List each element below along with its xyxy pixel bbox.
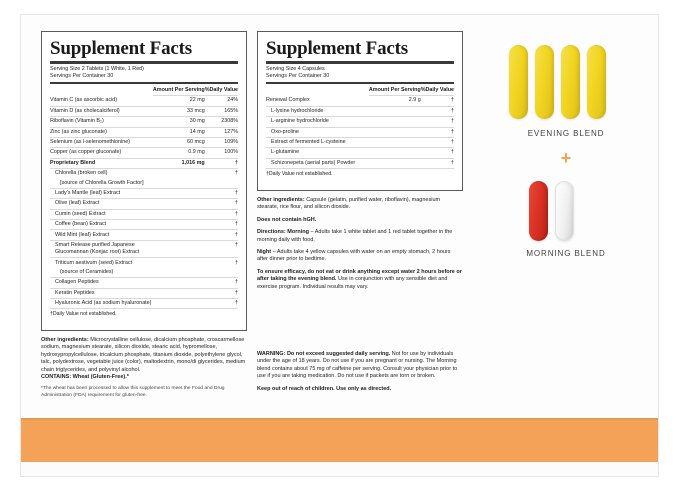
package-foot <box>21 462 658 476</box>
nutrient-name: Zinc (as zinc gluconate) <box>50 127 153 137</box>
servings-per-container: Servings Per Container 30 <box>50 73 114 79</box>
nutrient-dv: 24% <box>205 96 238 106</box>
table-header-row <box>50 86 238 96</box>
warning-paragraph <box>257 351 463 381</box>
table-row <box>50 209 238 219</box>
table-row <box>50 106 238 116</box>
blend-item-dv: † <box>421 158 454 168</box>
table-row <box>50 199 238 209</box>
blend-item-name: Lady's Mantle (leaf) Extract <box>50 188 153 198</box>
table-row <box>50 299 238 309</box>
yellow-capsule-icon <box>587 45 606 119</box>
blend-item-name: Collagen Peptides <box>50 278 153 288</box>
table-row <box>50 240 238 258</box>
night-heading: Night <box>257 249 272 256</box>
blend-item-dv: † <box>205 220 238 230</box>
directions-heading: Directions: Morning <box>257 229 309 236</box>
blend-item-dv: † <box>421 106 454 116</box>
nutrient-name: Selenium (as l-selenomethionine) <box>50 137 153 147</box>
nutrient-amount: 33 mcg <box>153 106 205 116</box>
blend-item-name: Schizonepeta (aerial parts) Powder <box>266 158 369 168</box>
nutrient-name: Vitamin D (as cholecalciferol) <box>50 106 153 116</box>
table-row <box>50 148 238 158</box>
table-row <box>50 188 238 198</box>
blend-item-dv: † <box>235 259 238 266</box>
blend-item-amount <box>153 299 205 309</box>
white-tablet-icon <box>555 181 574 241</box>
divider <box>266 82 454 84</box>
divider <box>50 61 238 64</box>
table-row <box>266 127 454 137</box>
blend-amount: 2.9 g <box>369 96 421 106</box>
blend-amount: 1,016 mg <box>153 158 205 168</box>
table-row <box>50 127 238 137</box>
table-row <box>50 96 238 106</box>
table-row <box>50 220 238 230</box>
blend-item-amount <box>153 240 205 258</box>
header-dv: %Daily Value <box>421 86 454 96</box>
plus-icon: + <box>560 148 572 168</box>
blend-item-source: (source of Ceramides) <box>50 268 153 278</box>
blend-item-name: L-arginine hydrochloride <box>266 117 369 127</box>
blend-item-dv: † <box>421 117 454 127</box>
blend-item-dv: † <box>421 127 454 137</box>
blend-item-name: Olive (leaf) Extract <box>50 199 153 209</box>
blend-item-amount <box>369 117 421 127</box>
nutrient-dv: 127% <box>205 127 238 137</box>
other-ingredients-left <box>41 337 247 404</box>
contains-statement: CONTAINS: Wheat (Gluten-Free).* <box>41 374 129 381</box>
panel-title: Supplement Facts <box>266 38 408 59</box>
table-header-row <box>266 86 454 96</box>
blend-item-name: Chlorella (broken cell) <box>55 170 108 177</box>
blend-item-amount <box>153 268 205 278</box>
blend-item-amount <box>369 137 421 147</box>
blend-header-row <box>50 158 238 168</box>
serving-size: Serving Size 2 Tablets (1 White, 1 Red) <box>50 66 144 72</box>
panel-title: Supplement Facts <box>50 38 192 59</box>
blend-item-dv: † <box>205 199 238 209</box>
blend-item-name: L-glutamine <box>266 148 369 158</box>
nutrition-table <box>266 86 454 169</box>
evening-blend-label: EVENING BLEND <box>527 129 605 138</box>
blend-item-dv: † <box>421 137 454 147</box>
blend-item-dv: † <box>421 148 454 158</box>
blend-item-name: Oxo-proline <box>266 127 369 137</box>
blend-item-name: Triticum aestivum (seed) Extract <box>55 259 133 266</box>
blend-item-amount <box>153 230 205 240</box>
nutrition-table <box>50 86 238 309</box>
table-row <box>50 179 238 189</box>
table-row <box>50 258 238 268</box>
red-tablet-icon <box>529 181 548 241</box>
table-row <box>50 288 238 298</box>
no-hgh-text: Does not contain hGH. <box>257 216 317 223</box>
yellow-capsule-icon <box>509 45 528 119</box>
efficacy-rest: Use in conjunction with any sensible diet and exercise program. Individual results may vary. <box>257 276 448 290</box>
efficacy-note <box>257 269 463 291</box>
directions-morning-text: – Adults take 1 white tablet and 1 red tablet together in the morning daily with food. <box>257 229 453 243</box>
nutrient-dv: 2308% <box>205 117 238 127</box>
other-ingredients-paragraph <box>257 197 463 212</box>
other-ingredients-text: Capsule (gelatin, purified water, riboflavin), magnesium stearate, rice flour, and silicon dioxide. <box>257 197 441 211</box>
keep-out-of-reach <box>257 386 463 393</box>
blend-item-dv: † <box>205 209 238 219</box>
warning-heading: WARNING: Do not exceed suggested daily serving. <box>257 351 391 357</box>
table-row <box>266 137 454 147</box>
blend-item-dv: † <box>205 278 238 288</box>
blend-item-name: Smart Release purified Japanese Glucomannan (Konjac root) Extract <box>50 240 153 258</box>
blend-item-name: L-lysine hydrochloride <box>266 106 369 116</box>
nutrient-name: Copper (as copper gluconate) <box>50 148 153 158</box>
blend-item-dv: † <box>205 288 238 298</box>
blend-item-amount <box>153 169 205 179</box>
directions-morning <box>257 229 463 244</box>
morning-blend-label: MORNING BLEND <box>526 249 606 258</box>
blend-item-name: Coffee (bean) Extract <box>50 220 153 230</box>
other-ingredients-heading: Other ingredients: <box>257 197 305 203</box>
blend-item-amount <box>153 278 205 288</box>
capsule-artwork <box>491 37 641 307</box>
daily-value-footnote: †Daily Value not established. <box>50 311 117 318</box>
blend-item-amount <box>153 288 205 298</box>
evening-capsule-group <box>509 45 606 119</box>
blend-item-dv: † <box>205 230 238 240</box>
blend-item-source: [source of Chlorella Growth Factor] <box>50 179 153 189</box>
keep-out-text: Keep out of reach of children. Use only as directed. <box>257 385 392 392</box>
supplement-facts-panel-capsules <box>257 31 463 191</box>
blend-item-amount <box>369 106 421 116</box>
supplement-facts-panel-tablets <box>41 31 247 331</box>
band-shadow <box>21 418 658 420</box>
divider <box>266 61 454 64</box>
table-row <box>50 230 238 240</box>
yellow-capsule-icon <box>561 45 580 119</box>
blend-item-amount <box>153 258 205 268</box>
blend-header-row <box>266 96 454 106</box>
blend-label: Renewal Complex <box>266 96 369 106</box>
blend-item-name: Keratin Peptides <box>50 288 153 298</box>
product-package <box>20 14 659 477</box>
table-row <box>50 169 238 179</box>
table-row <box>50 137 238 147</box>
table-row <box>50 117 238 127</box>
daily-value-footnote: †Daily Value not established. <box>266 171 333 178</box>
header-blank <box>266 86 369 96</box>
no-hgh-statement <box>257 217 463 224</box>
blend-item-amount <box>369 127 421 137</box>
nutrient-dv: 109% <box>205 137 238 147</box>
blend-item-name: Extract of fermented L-cysteine <box>266 137 369 147</box>
nutrient-amount: 30 mg <box>153 117 205 127</box>
other-ingredients-text: Microcrystalline cellulose, dicalcium phosphate, croscarmellose sodium, magnesium stearate, silicon dioxide, stearic acid, hypromellose, hydroxypropylcellulose, tricalcium phosphate, titanium dioxide, polyethylene glycol, talc, polydextrose, vegetable juice (color), maltodextrin, mono/di glycerides, medium chain triglycerides, and polyvinyl alcohol. <box>41 337 246 373</box>
blend-item-amount <box>153 220 205 230</box>
blend-item-dv: † <box>205 299 238 309</box>
blend-item-amount <box>153 209 205 219</box>
nutrient-name: Riboflavin (Vitamin B₂) <box>50 117 153 127</box>
header-blank <box>50 86 153 96</box>
nutrient-dv: 165% <box>205 106 238 116</box>
table-row <box>266 117 454 127</box>
servings-per-container: Servings Per Container 30 <box>266 73 330 79</box>
header-amount: Amount Per Serving <box>369 86 421 96</box>
blend-item-name: Hyaluronic Acid (as sodium hyaluronate) <box>50 299 153 309</box>
blend-item-amount <box>153 179 205 189</box>
directions-night-text: – Adults take 4 yellow capsules with water on an empty stomach, 2 hours after dinner prior to bedtime. <box>257 249 451 263</box>
blend-item-dv: † <box>205 240 238 258</box>
nutrient-amount: 60 mcg <box>153 137 205 147</box>
blend-item-dv <box>205 179 238 189</box>
blend-item-dv: † <box>235 170 238 177</box>
yellow-capsule-icon <box>535 45 554 119</box>
blend-item-dv: † <box>205 188 238 198</box>
nutrient-amount: 14 mg <box>153 127 205 137</box>
divider <box>50 82 238 84</box>
header-dv: %Daily Value <box>205 86 238 96</box>
blend-item-amount <box>369 148 421 158</box>
warning-block <box>257 351 463 398</box>
header-amount: Amount Per Serving <box>153 86 205 96</box>
serving-size: Serving Size 4 Capsules <box>266 66 325 72</box>
table-row <box>266 158 454 168</box>
nutrient-amount: 22 mg <box>153 96 205 106</box>
blend-dv: † <box>421 96 454 106</box>
blend-item-amount <box>153 199 205 209</box>
morning-capsule-group <box>529 181 574 241</box>
other-ingredients-paragraph <box>41 337 247 381</box>
gluten-free-disclaimer: *The wheat has been processed to allow this supplement to meet the Food and Drug Administration (FDA) requirement for gluten-free. <box>41 386 225 398</box>
blend-item-name: Wild Mint (leaf) Extract <box>50 230 153 240</box>
nutrient-name: Vitamin C (as ascorbic acid) <box>50 96 153 106</box>
warning-text: Not for use by individuals under the age of 18 years. Do not use if you are pregnant or nursing. The Morning blend contains about 75 mg of caffeine per serving. Consult your physician prior to use if you are taking medication. Do not use if packets are torn or broken. <box>257 351 458 380</box>
blend-label: Proprietary Blend <box>50 158 153 168</box>
nutrient-amount: 0.9 mg <box>153 148 205 158</box>
other-ingredients-right <box>257 197 463 296</box>
blend-item-amount <box>153 188 205 198</box>
blend-dv: † <box>205 158 238 168</box>
table-row <box>266 106 454 116</box>
other-ingredients-heading: Other ingredients: <box>41 337 89 343</box>
efficacy-bold: To ensure efficacy, do not eat or drink anything except water 2 hours before or after taking the evening blend. <box>257 268 462 283</box>
table-row <box>266 148 454 158</box>
nutrient-dv: 100% <box>205 148 238 158</box>
table-row <box>50 278 238 288</box>
blend-item-dv <box>205 268 238 278</box>
blend-item-amount <box>369 158 421 168</box>
directions-night <box>257 249 463 264</box>
blend-item-name: Cumin (seed) Extract <box>50 209 153 219</box>
table-row <box>50 268 238 278</box>
